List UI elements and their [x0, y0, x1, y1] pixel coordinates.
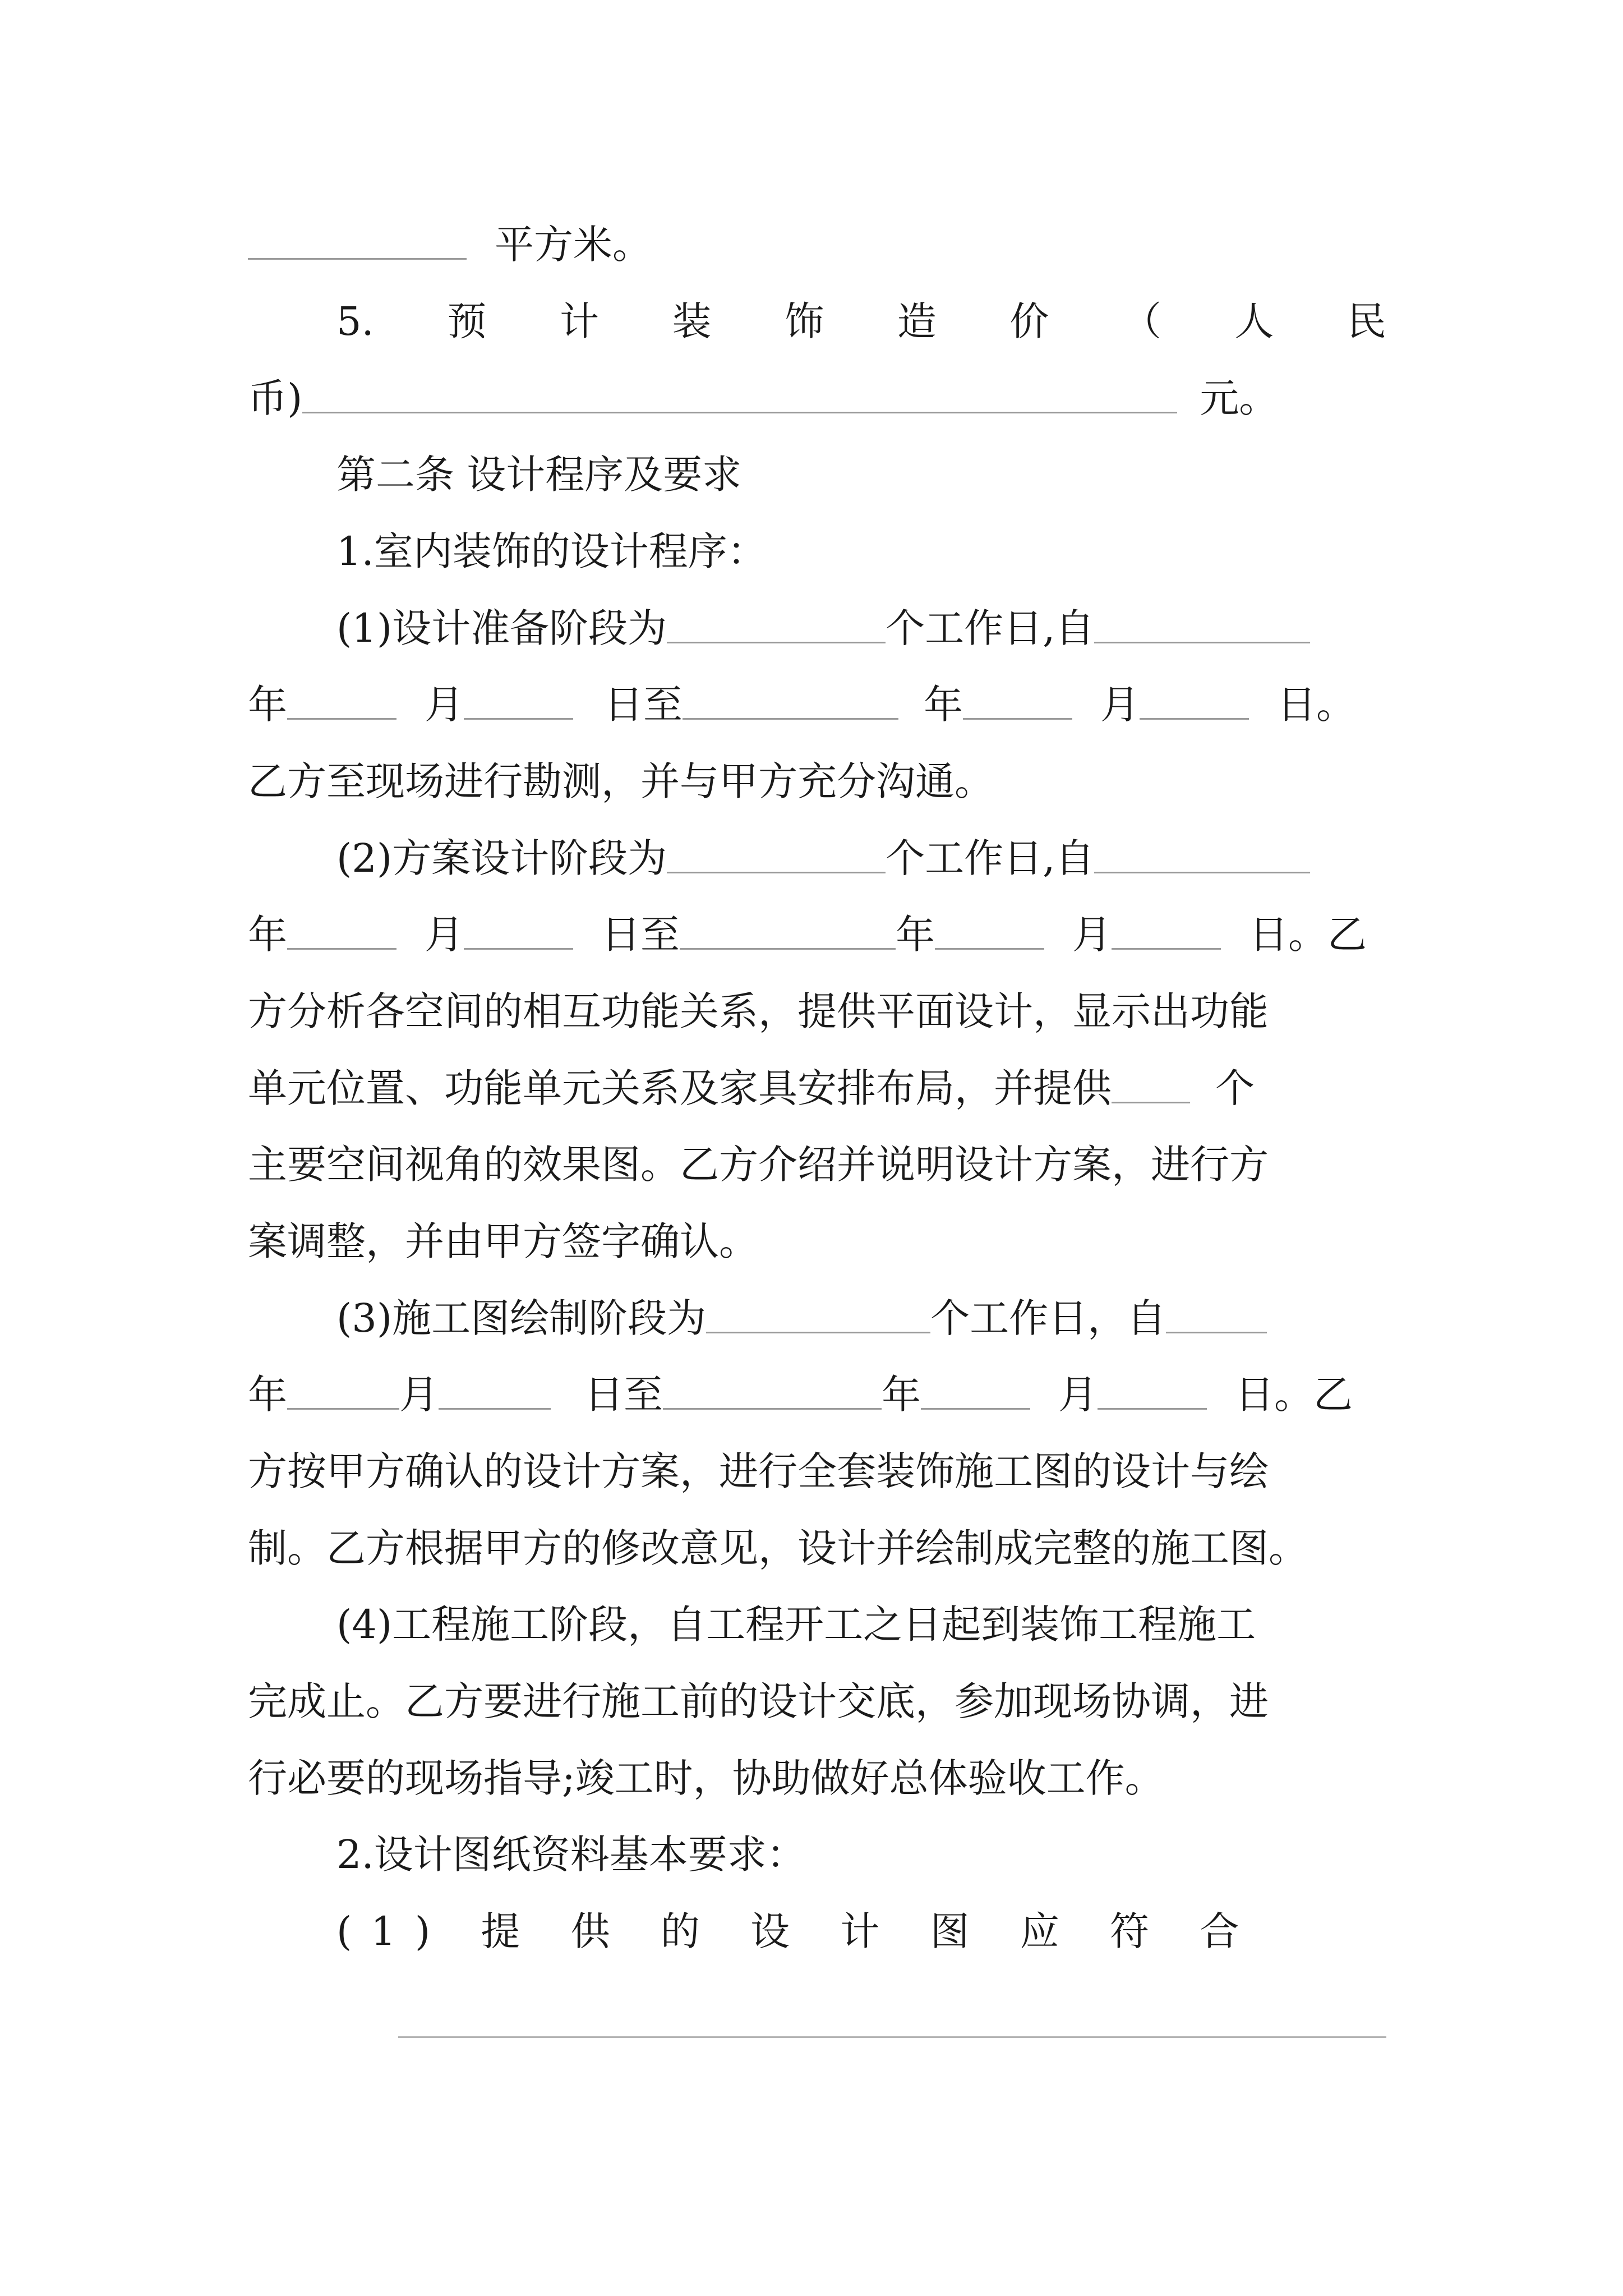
cost-heading-token: 人 — [1234, 298, 1274, 344]
p1-end-year-blank[interactable] — [683, 677, 898, 720]
p2-line-3: 方分析各空间的相互功能关系，提供平面设计，显示出功能 — [248, 988, 1269, 1034]
p1-day-to: 日至 — [604, 682, 683, 728]
p3-text-b: 个工作日，自 — [930, 1295, 1166, 1341]
p2-day2-blank[interactable] — [1112, 907, 1221, 950]
area-unit: 平方米。 — [495, 222, 652, 268]
p3-month-2: 月 — [1058, 1372, 1098, 1418]
p1-text-a: (1)设计准备阶段为 — [336, 605, 667, 651]
p3-line-1 — [336, 1290, 1386, 1346]
p1-line-1 — [336, 600, 1386, 656]
p1-month-2: 月 — [1100, 682, 1140, 728]
p1-day2-blank[interactable] — [1140, 677, 1249, 720]
p3-day-to: 日至 — [584, 1372, 663, 1418]
p1-text-b: 个工作日,自 — [886, 605, 1095, 651]
cost-line — [248, 370, 1386, 426]
p3-line-4: 制。乙方根据甲方的修改意见，设计并绘制成完整的施工图。 — [248, 1525, 1308, 1571]
p2-line-6: 案调整，并由甲方签字确认。 — [248, 1218, 758, 1264]
p2-days-blank[interactable] — [667, 830, 886, 873]
p3-end-year-blank[interactable] — [663, 1366, 882, 1410]
p2-text-d2: 个 — [1215, 1065, 1255, 1111]
area-blank[interactable] — [248, 217, 467, 260]
area-line — [248, 217, 1386, 273]
p2-year-2: 年 — [896, 912, 935, 958]
cost-currency: 币) — [248, 375, 303, 421]
cost-heading-token: （ — [1122, 298, 1161, 344]
p2-line-2 — [248, 907, 1386, 963]
item-2-1-text: (1) 提 供 的 设 计 图 应 符 合 — [336, 1908, 1258, 1954]
p2-day-2: 日。乙 — [1249, 912, 1367, 958]
footer-divider — [398, 2036, 1386, 2038]
p3-month2-blank[interactable] — [921, 1366, 1030, 1410]
p2-year-blank[interactable] — [287, 907, 396, 950]
p2-end-year-blank[interactable] — [680, 907, 896, 950]
p1-year: 年 — [248, 682, 287, 728]
p2-day-to: 日至 — [601, 912, 680, 958]
p2-count-blank[interactable] — [1112, 1060, 1190, 1103]
p1-year-2: 年 — [924, 682, 963, 728]
article-2-heading: 第二条 设计程序及要求 — [336, 452, 742, 498]
p4-line-1: (4)工程施工阶段，自工程开工之日起到装饰工程施工 — [336, 1602, 1256, 1648]
p4-line-3: 行必要的现场指导;竣工时，协助做好总体验收工作。 — [248, 1755, 1164, 1801]
cost-heading-token: 装 — [672, 298, 712, 344]
p2-year: 年 — [248, 912, 287, 958]
p2-line-4 — [248, 1060, 1386, 1116]
p1-line-2 — [248, 677, 1386, 733]
p2-month-blank[interactable] — [464, 907, 573, 950]
p1-year-blank[interactable] — [287, 677, 396, 720]
p3-day-2: 日。乙 — [1235, 1372, 1353, 1418]
p2-month: 月 — [425, 912, 464, 958]
p3-year: 年 — [248, 1372, 287, 1418]
cost-heading-token: 造 — [897, 298, 937, 344]
cost-heading-token: 5. — [336, 298, 374, 344]
p3-year-blank[interactable] — [287, 1366, 399, 1410]
p3-line-3: 方按甲方确认的设计方案，进行全套装饰施工图的设计与绘 — [248, 1448, 1269, 1494]
p2-text-d1: 单元位置、功能单元关系及家具安排布局，并提供 — [248, 1065, 1112, 1111]
p3-line-2 — [248, 1366, 1386, 1423]
p1-days-blank[interactable] — [667, 600, 886, 643]
p2-start-blank[interactable] — [1094, 830, 1310, 873]
p3-day2-blank[interactable] — [1098, 1366, 1207, 1410]
cost-unit: 元。 — [1200, 375, 1279, 421]
item-1-heading: 1.室内装饰的设计程序： — [336, 528, 767, 574]
p2-text-b: 个工作日,自 — [886, 835, 1095, 881]
cost-heading-token: 预 — [447, 298, 487, 344]
p3-days-blank[interactable] — [706, 1290, 930, 1333]
cost-heading-token: 民 — [1347, 298, 1386, 344]
p1-day-2: 日。 — [1277, 682, 1355, 728]
p3-month: 月 — [399, 1372, 439, 1418]
p3-start-blank[interactable] — [1166, 1290, 1267, 1333]
p3-year-2: 年 — [882, 1372, 921, 1418]
p2-line-5: 主要空间视角的效果图。乙方介绍并说明设计方案，进行方 — [248, 1142, 1269, 1188]
cost-heading-token: 计 — [559, 298, 599, 344]
p2-text-a: (2)方案设计阶段为 — [336, 835, 667, 881]
p1-start-blank[interactable] — [1094, 600, 1310, 643]
cost-blank[interactable] — [302, 370, 1177, 413]
item-2-heading: 2.设计图纸资料基本要求： — [336, 1832, 806, 1878]
p1-line-3: 乙方至现场进行勘测，并与甲方充分沟通。 — [248, 758, 994, 804]
p2-month2-blank[interactable] — [935, 907, 1044, 950]
p2-month-2: 月 — [1072, 912, 1112, 958]
p4-line-2: 完成止。乙方要进行施工前的设计交底，参加现场协调，进 — [248, 1678, 1269, 1724]
p2-line-1 — [336, 830, 1386, 886]
p3-text-a: (3)施工图绘制阶段为 — [336, 1295, 707, 1341]
p1-month2-blank[interactable] — [963, 677, 1072, 720]
cost-heading — [336, 293, 1386, 349]
p1-month-blank[interactable] — [464, 677, 573, 720]
cost-heading-token: 饰 — [785, 298, 824, 344]
p1-month: 月 — [425, 682, 464, 728]
p3-month-blank[interactable] — [439, 1366, 551, 1410]
cost-heading-token: 价 — [1009, 298, 1049, 344]
